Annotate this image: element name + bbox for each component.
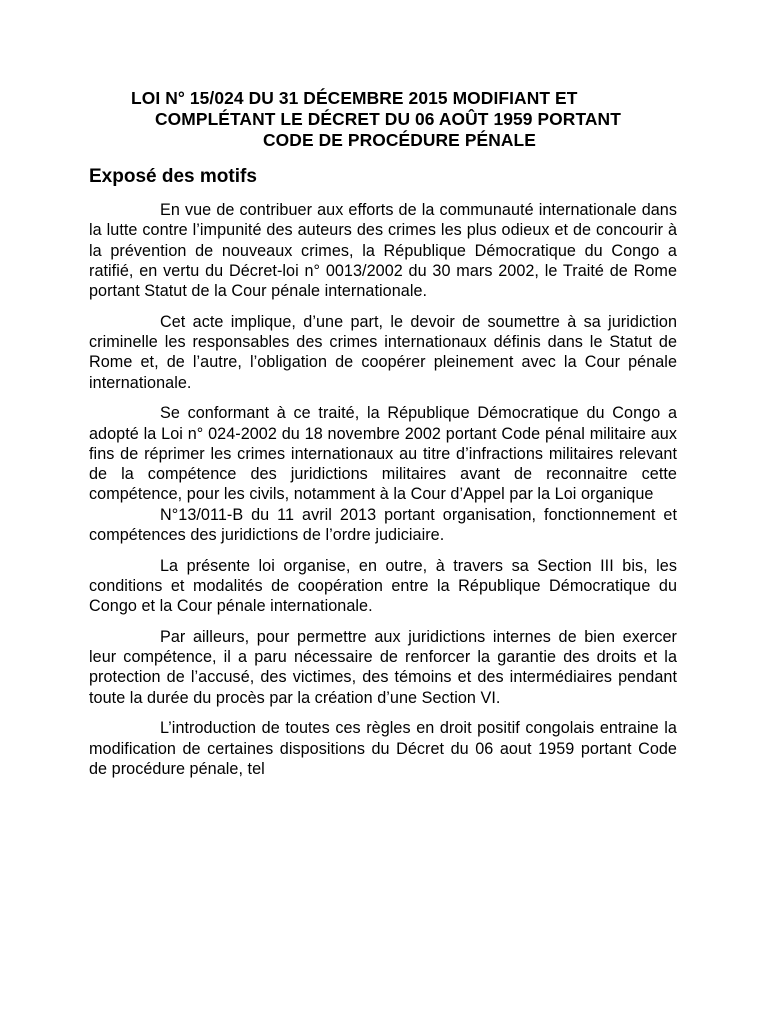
paragraph-4: La présente loi organise, en outre, à travers sa Section III bis, les conditions et modalités de coopération entre la République Démocratique du Congo et la Cour pénale internationale. (89, 556, 677, 616)
paragraph-1: En vue de contribuer aux efforts de la communauté internationale dans la lutte contre l’impunité des auteurs des crimes les plus odieux et de concourir à la prévention de nouveaux crimes, la République Démocratique du Congo a ratifié, en vertu du Décret-loi n° 0013/2002 du 30 mars 2002, le Traité de Rome portant Statut de la Cour pénale internationale. (89, 201, 677, 301)
title-line-1: LOI N° 15/024 DU 31 DÉCEMBRE 2015 MODIFIANT ET (131, 88, 578, 108)
paragraph-3: Se conformant à ce traité, la République Démocratique du Congo a adopté la Loi n° 024-2002 du 18 novembre 2002 portant Code pénal militaire aux fins de réprimer les crimes internationaux au titre d’infractions militaires relevant de la compétence des juridictions militaires avant de reconnaitre cette compétence, pour les civils, notamment à la Cour d’Appel par la Loi organique (89, 404, 677, 504)
paragraph-2: Cet acte implique, d’une part, le devoir de soumettre à sa juridiction criminelle les responsables des crimes internationaux définis dans le Statut de Rome et, de l’autre, l’obligation de coopérer pleinement avec la Cour pénale internationale. (89, 312, 677, 392)
title-line-3: CODE DE PROCÉDURE PÉNALE (263, 130, 536, 150)
document-title (110, 88, 670, 151)
paragraph-3-continuation: N°13/011-B du 11 avril 2013 portant organisation, fonctionnement et compétences des juridictions de l’ordre judiciaire. (89, 505, 677, 545)
title-line-2: COMPLÉTANT LE DÉCRET DU 06 AOÛT 1959 PORTANT (155, 109, 621, 129)
section-heading: Exposé des motifs (89, 166, 257, 187)
paragraph-6: L’introduction de toutes ces règles en droit positif congolais entraine la modification de certaines dispositions du Décret du 06 aout 1959 portant Code de procédure pénale, tel (89, 719, 677, 778)
document-body (89, 200, 677, 790)
paragraph-5: Par ailleurs, pour permettre aux juridictions internes de bien exercer leur compétence, il a paru nécessaire de renforcer la garantie des droits et la protection de l’accusé, des victimes, des témoins et des intermédiaires pendant toute la durée du procès par la création d’une Section VI. (89, 627, 677, 707)
